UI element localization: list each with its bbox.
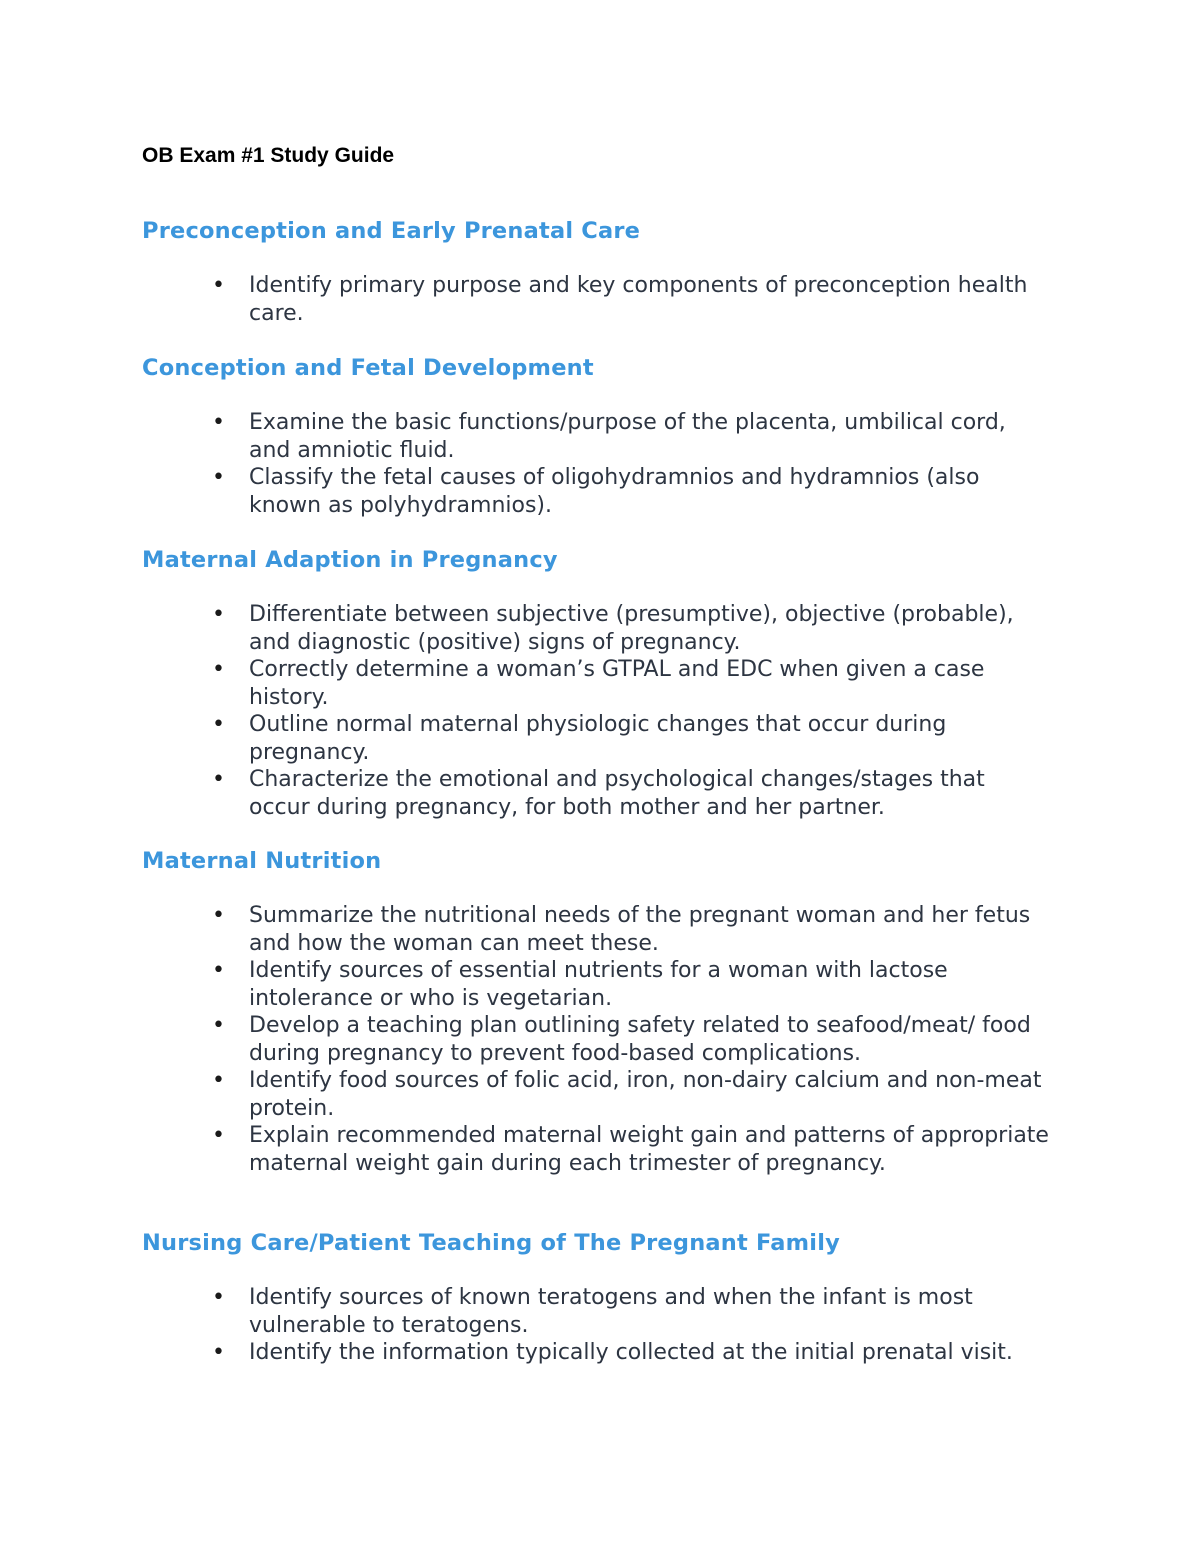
- bullet-list: [142, 409, 1060, 519]
- bullet-icon: •: [212, 1013, 225, 1038]
- bullet-list: [142, 1284, 1060, 1367]
- list-item-text: Classify the fetal causes of oligohydramnios and hydramnios (also known as polyhydramnios).: [249, 465, 980, 518]
- bullet-list: [142, 601, 1060, 821]
- list-item-text: Explain recommended maternal weight gain and patterns of appropriate maternal weight gain during each trimester of pregnancy.: [249, 1123, 1049, 1176]
- bullet-icon: •: [212, 958, 225, 983]
- bullet-list: [142, 272, 1060, 327]
- list-item-text: Identify food sources of folic acid, iron, non-dairy calcium and non-meat protein.: [249, 1068, 1042, 1121]
- section-heading: Nursing Care/Patient Teaching of The Pregnant Family: [142, 1230, 840, 1256]
- document-title: OB Exam #1 Study Guide: [142, 144, 395, 167]
- list-item: [212, 902, 1060, 957]
- list-item: [212, 711, 1060, 766]
- list-item: [212, 601, 1060, 656]
- list-item-text: Differentiate between subjective (presumptive), objective (probable), and diagnostic (positive) signs of pregnancy.: [249, 602, 1014, 655]
- bullet-icon: •: [212, 465, 225, 490]
- bullet-icon: •: [212, 657, 225, 682]
- list-item-text: Develop a teaching plan outlining safety related to seafood/meat/ food during pregnancy to prevent food-based complications.: [249, 1013, 1031, 1066]
- bullet-icon: •: [212, 1068, 225, 1093]
- section-heading: Preconception and Early Prenatal Care: [142, 218, 641, 244]
- bullet-icon: •: [212, 903, 225, 928]
- list-item-text: Characterize the emotional and psychological changes/stages that occur during pregnancy, for both mother and her partner.: [249, 767, 985, 820]
- bullet-icon: •: [212, 1123, 225, 1148]
- list-item-text: Examine the basic functions/purpose of the placenta, umbilical cord, and amniotic fluid.: [249, 410, 1006, 463]
- list-item: [212, 272, 1060, 327]
- list-item: [212, 1339, 1060, 1367]
- list-item: [212, 1122, 1060, 1177]
- section-maternal-nutrition: [142, 846, 1060, 1177]
- section-conception: [142, 353, 1060, 519]
- bullet-icon: •: [212, 767, 225, 792]
- list-item: [212, 1012, 1060, 1067]
- list-item-text: Outline normal maternal physiologic changes that occur during pregnancy.: [249, 712, 947, 765]
- list-item: [212, 1284, 1060, 1339]
- bullet-list: [142, 902, 1060, 1177]
- section-heading: Maternal Adaption in Pregnancy: [142, 547, 558, 573]
- list-item: [212, 1067, 1060, 1122]
- list-item: [212, 957, 1060, 1012]
- list-item-text: Identify sources of known teratogens and when the infant is most vulnerable to teratogens.: [249, 1285, 973, 1338]
- bullet-icon: •: [212, 602, 225, 627]
- section-preconception: [142, 216, 1060, 327]
- bullet-icon: •: [212, 712, 225, 737]
- section-maternal-adaption: [142, 545, 1060, 821]
- list-item-text: Correctly determine a woman’s GTPAL and EDC when given a case history.: [249, 657, 985, 710]
- section-nursing-care: [142, 1228, 1060, 1367]
- list-item: [212, 464, 1060, 519]
- list-item-text: Identify primary purpose and key components of preconception health care.: [249, 273, 1028, 326]
- section-heading: Conception and Fetal Development: [142, 355, 594, 381]
- list-item-text: Identify the information typically collected at the initial prenatal visit.: [249, 1340, 1013, 1365]
- list-item: [212, 409, 1060, 464]
- bullet-icon: •: [212, 1340, 225, 1365]
- bullet-icon: •: [212, 1285, 225, 1310]
- list-item: [212, 766, 1060, 821]
- list-item-text: Identify sources of essential nutrients for a woman with lactose intolerance or who is vegetarian.: [249, 958, 948, 1011]
- list-item-text: Summarize the nutritional needs of the pregnant woman and her fetus and how the woman can meet these.: [249, 903, 1031, 956]
- bullet-icon: •: [212, 410, 225, 435]
- bullet-icon: •: [212, 273, 225, 298]
- section-heading: Maternal Nutrition: [142, 848, 382, 874]
- list-item: [212, 656, 1060, 711]
